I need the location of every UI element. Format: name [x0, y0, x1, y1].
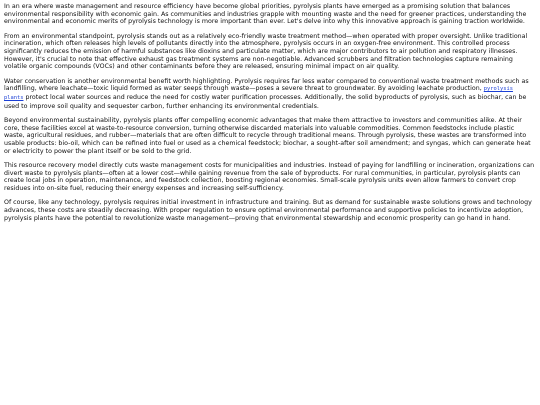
paragraph-environmental-standpoint: From an environmental standpoint, pyrolysis stands out as a relatively eco-friendly waste treatment method—when operated with proper oversight. Unlike traditional incineration, which often releases high levels of pollutants directly into the atmosphere, pyrolysis occurs in an oxygen-free environment. This controlled process significantly reduces the emission of harmful substances like dioxins and particulate matter, which are major contributors to air pollution and respiratory illnesses. However, it's crucial to note that effective exhaust gas treatment systems are non-negotiable. Advanced scrubbers and filtration technologies capture remaining volatile organic compounds (VOCs) and other contaminants before they are released, ensuring minimal impact on air quality. — [4, 32, 528, 71]
paragraph-water-conservation — [4, 78, 535, 110]
paragraph-conclusion: Of course, like any technology, pyrolysis requires initial investment in infrastructure and training. But as demand for sustainable waste solutions grows and technology advances, these costs are steadily decreasing. With proper regulation to ensure optimal environmental performance and supportive policies to incentivize adoption, pyrolysis plants have the potential to revolutionize waste management—proving that environmental stewardship and economic prosperity can go hand in hand. — [4, 199, 532, 222]
paragraph-water-text-after: protect local water sources and reduce the need for costly water purification processes. Additionally, the solid byproducts of pyrolysis, such as biochar, can be used to improve soil quality and sequester carbon, further enhancing its environmental credentials. — [4, 93, 527, 110]
paragraph-resource-recovery: This resource recovery model directly cuts waste management costs for municipalities and industries. Instead of paying for landfilling or incineration, organizations can divert waste to pyrolysis plants—often at a lower cost—while gaining revenue from the sale of byproducts. For rural communities, in particular, pyrolysis plants can create local jobs in operation, maintenance, and feedstock collection, boosting regional economies. Small-scale pyrolysis units even allow farmers to convert crop residues into on-site fuel, reducing their energy expenses and increasing self-sufficiency. — [4, 162, 535, 192]
paragraph-intro: In an era where waste management and resource efficiency have become global priorities, pyrolysis plants have emerged as a promising solution that balances environmental responsibility with economic gain. As communities and industries grapple with mounting waste and the need for greener practices, understanding the environmental and economic merits of pyrolysis technology is more important than ever. Let's delve into why this innovative approach is gaining traction worldwide. — [4, 3, 527, 26]
paragraph-water-text-before: Water conservation is another environmental benefit worth highlighting. Pyrolysis requires far less water compared to conventional waste treatment methods such as landfilling, where leachate—toxic liquid formed as water seeps through waste—poses a severe threat to groundwater. By avoiding leachate production, — [4, 77, 529, 93]
pyrolysis-plants-link[interactable]: pyrolysis plants — [4, 86, 513, 101]
paragraph-economic-advantages: Beyond environmental sustainability, pyrolysis plants offer compelling economic advantages that make them attractive to investors and communities alike. At their core, these facilities excel at waste-to-resource conversion, turning otherwise discarded materials into valuable commodities. Common feedstocks include plastic waste, agricultural residues, and rubber—materials that are often difficult to recycle through traditional means. Through pyrolysis, these wastes are transformed into usable products: bio-oil, which can be refined into fuel or used as a chemical feedstock; biochar, a sought-after soil amendment; and syngas, which can generate heat or electricity to power the plant itself or be sold to the grid. — [4, 117, 531, 155]
